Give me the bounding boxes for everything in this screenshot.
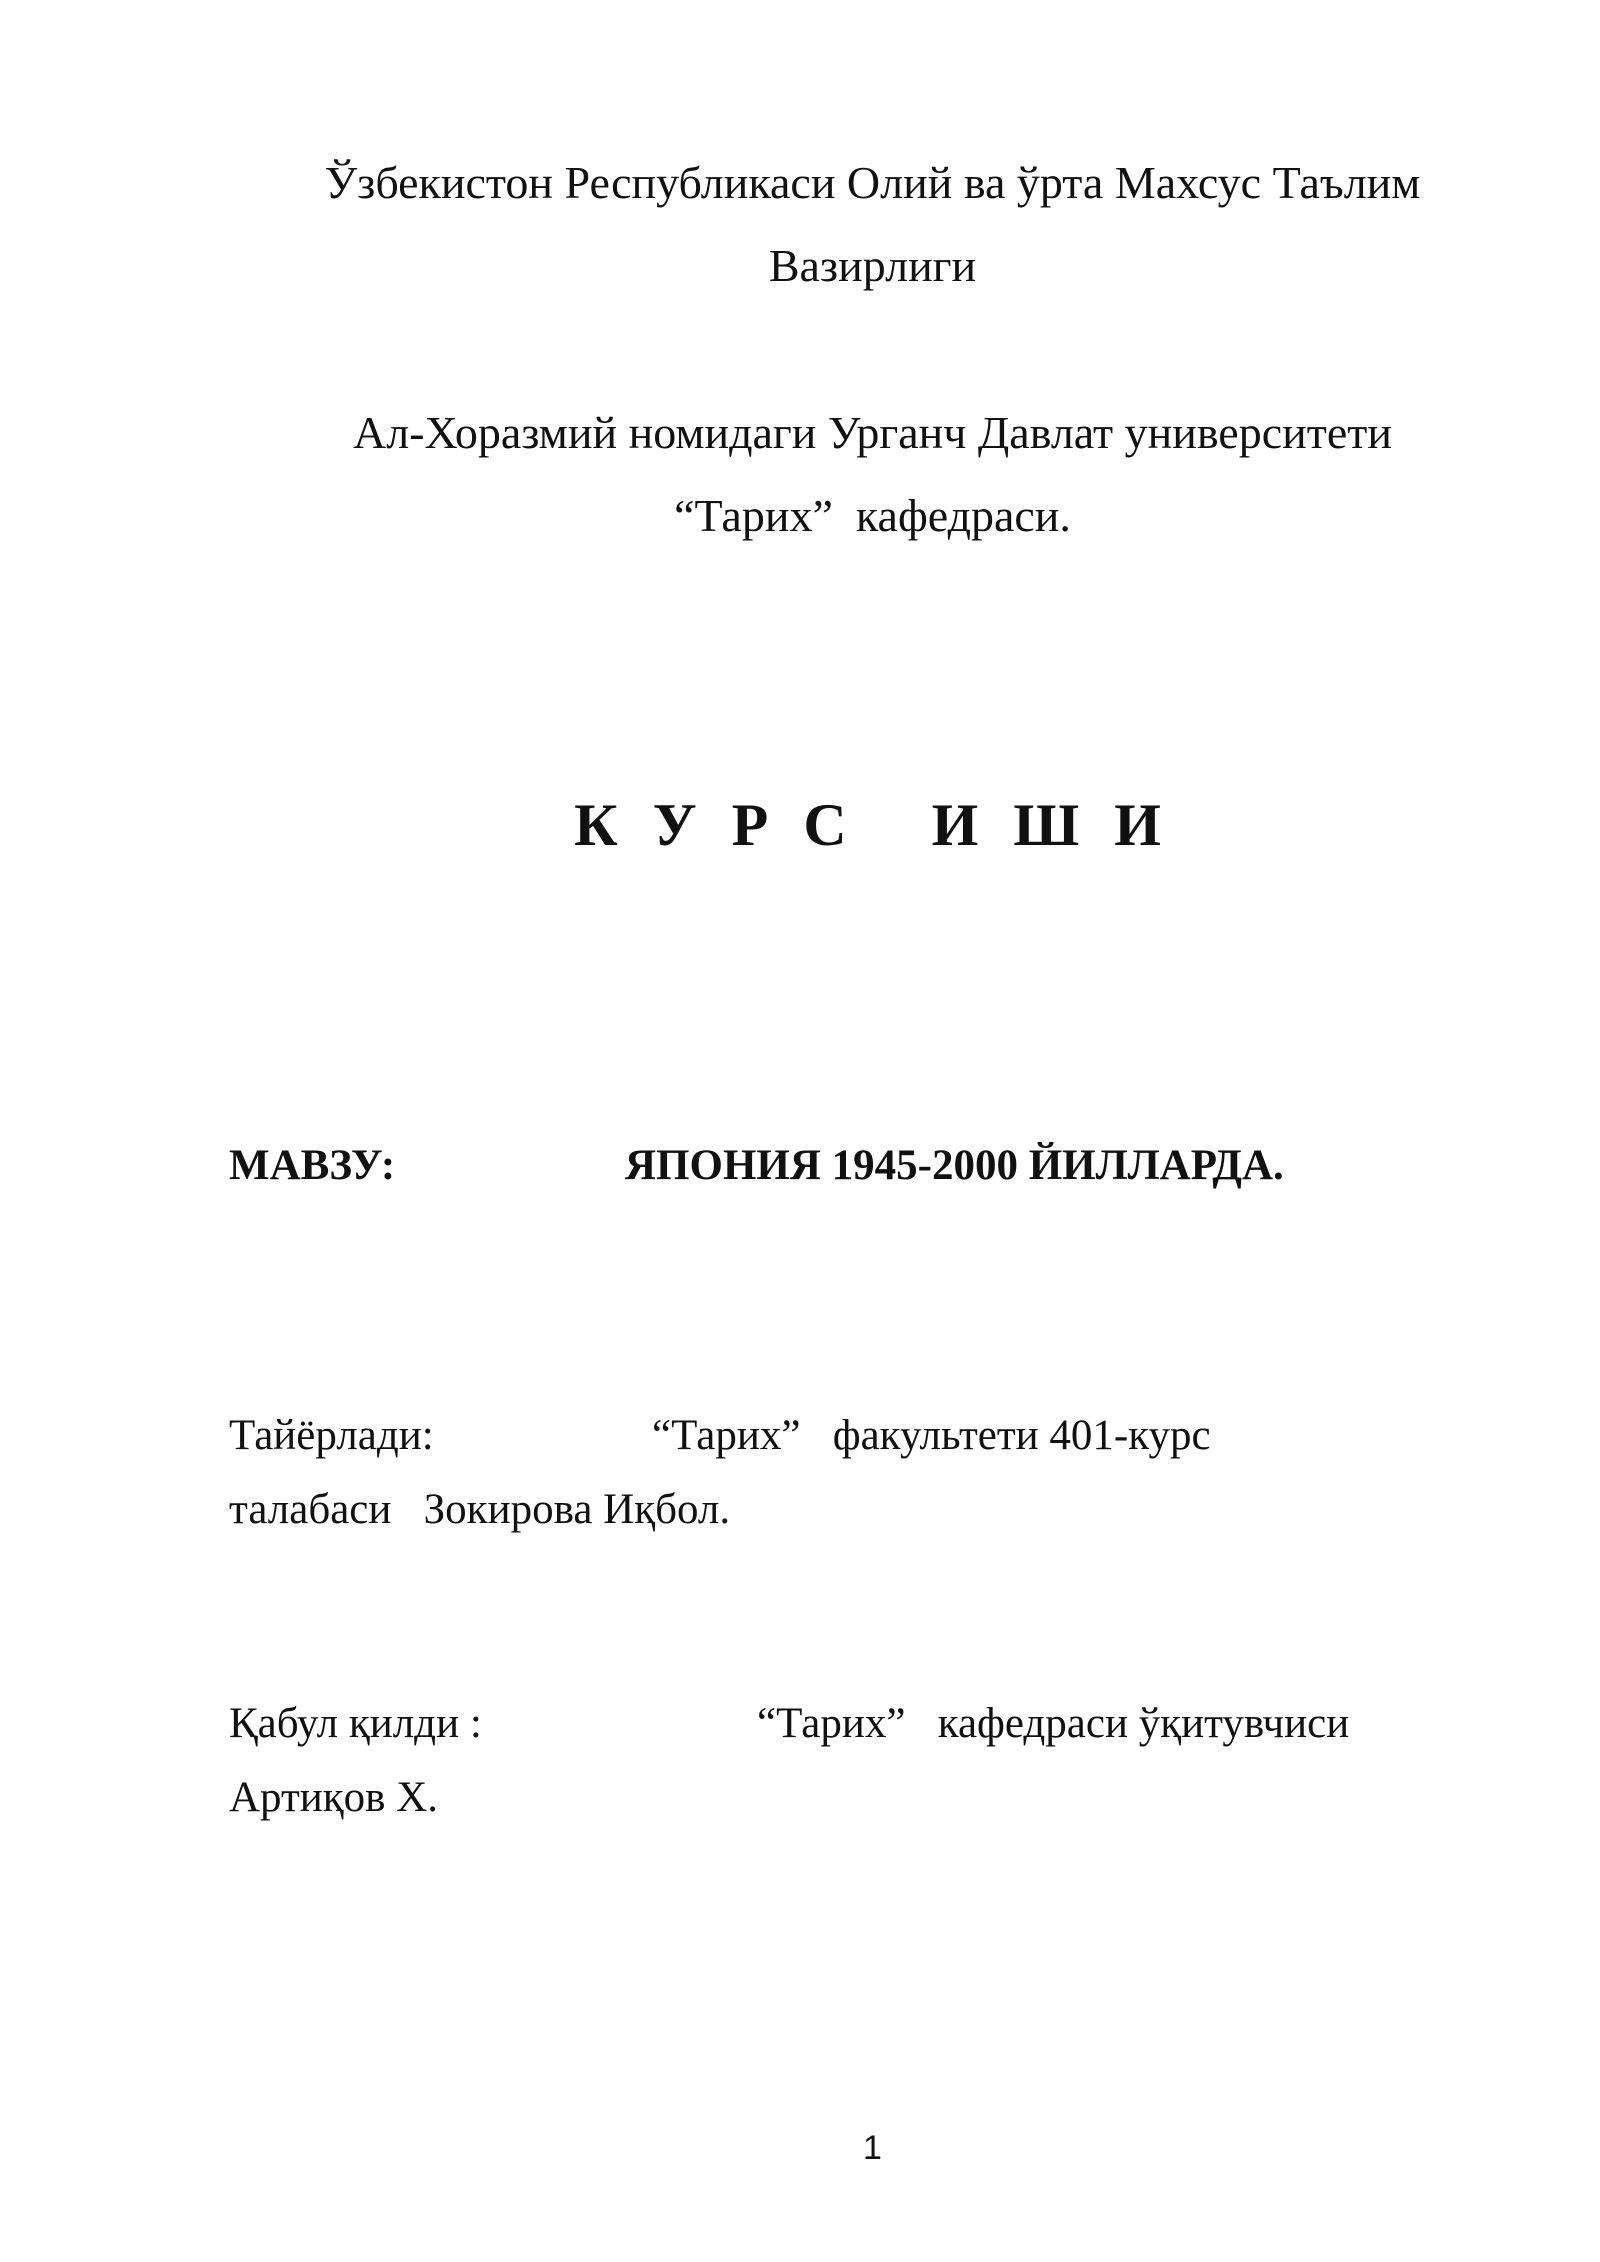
department-line: “Тарих” кафедраси. (674, 490, 1071, 541)
accepted-continuation: Артиқов Х. (229, 1774, 439, 1821)
page-number: 1 (863, 2129, 882, 2167)
ministry-line-2: Вазирлиги (768, 240, 977, 291)
accepted-label: Қабул қилди : (229, 1700, 482, 1747)
accepted-value: “Тарих” кафедраси ўқитувчиси (757, 1700, 1350, 1747)
prepared-value: “Тарих” факультети 401-курс (652, 1412, 1211, 1459)
prepared-continuation: талабаси Зокирова Иқбол. (229, 1486, 731, 1533)
document-title: К У Р С И Ш И (574, 792, 1171, 858)
topic-label: МАВЗУ: (229, 1142, 396, 1189)
prepared-label: Тайёрлади: (229, 1412, 434, 1459)
university-line-1: Ал-Хоразмий номидаги Урганч Давлат университети (353, 407, 1392, 458)
topic-value: ЯПОНИЯ 1945-2000 ЙИЛЛАРДА. (625, 1142, 1284, 1189)
ministry-line-1: Ўзбекистон Республикаси Олий ва ўрта Махсус Таълим (324, 157, 1421, 208)
